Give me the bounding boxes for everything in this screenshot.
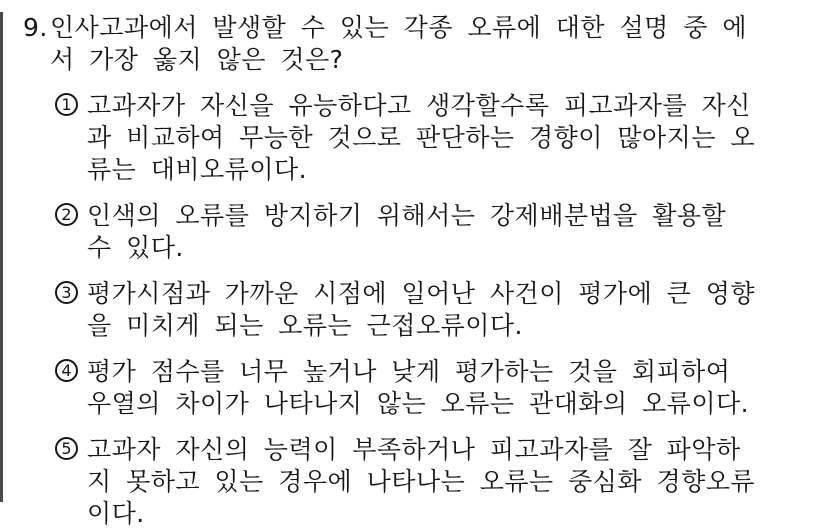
option-1: [3, 90, 826, 186]
option-4: [3, 356, 826, 420]
option-2-digit: 2: [61, 204, 72, 224]
option-4-circled-number: [55, 359, 78, 382]
option-5-text: [87, 434, 826, 530]
option-2-circled-number: [55, 203, 78, 226]
option-2-line: 인색의 오류를 방지하기 위해서는 강제배분법을 활용할: [87, 201, 727, 230]
option-3-text: [87, 278, 826, 342]
option-3-line: 평가시점과 가까운 시점에 일어난 사건이 평가에 큰 영향: [87, 279, 756, 308]
question-line: 서 가장 옳지 않은 것은?: [50, 45, 344, 74]
option-5-circled-number: [55, 437, 78, 460]
exam-page: [0, 12, 826, 528]
option-4-line: 평가 점수를 너무 높거나 낮게 평가하는 것을 회피하여: [87, 357, 731, 386]
option-3-digit: 3: [61, 282, 72, 302]
option-1-digit: 1: [61, 94, 72, 114]
option-1-line: 류는 대비오류이다.: [87, 155, 308, 184]
option-5-digit: 5: [61, 438, 72, 458]
option-5: [3, 434, 826, 530]
question-number: 9.: [23, 13, 48, 42]
option-3-line: 을 미치게 되는 오류는 근접오류이다.: [87, 311, 523, 340]
option-5-line: 고과자 자신의 능력이 부족하거나 피고과자를 잘 파악하: [87, 435, 741, 464]
option-1-circled-number: [55, 93, 78, 116]
option-2-text: [87, 200, 826, 264]
option-4-text: [87, 356, 826, 420]
option-1-line: 과 비교하여 무능한 것으로 판단하는 경향이 많아지는 오: [87, 123, 756, 152]
option-3: [3, 278, 826, 342]
option-4-digit: 4: [61, 360, 72, 380]
option-5-line: 이다.: [87, 499, 145, 528]
question-text: [50, 12, 826, 76]
question: [3, 12, 826, 76]
option-1-text: [87, 90, 826, 186]
option-2-line: 수 있다.: [87, 233, 184, 262]
option-5-line: 지 못하고 있는 경우에 나타나는 오류는 중심화 경향오류: [87, 467, 756, 496]
option-2: [3, 200, 826, 264]
option-1-line: 고과자가 자신을 유능하다고 생각할수록 피고과자를 자신: [87, 91, 751, 120]
option-4-line: 우열의 차이가 나타나지 않는 오류는 관대화의 오류이다.: [87, 389, 750, 418]
question-line: 인사고과에서 발생할 수 있는 각종 오류에 대한 설명 중 에: [50, 13, 747, 42]
option-3-circled-number: [55, 281, 78, 304]
